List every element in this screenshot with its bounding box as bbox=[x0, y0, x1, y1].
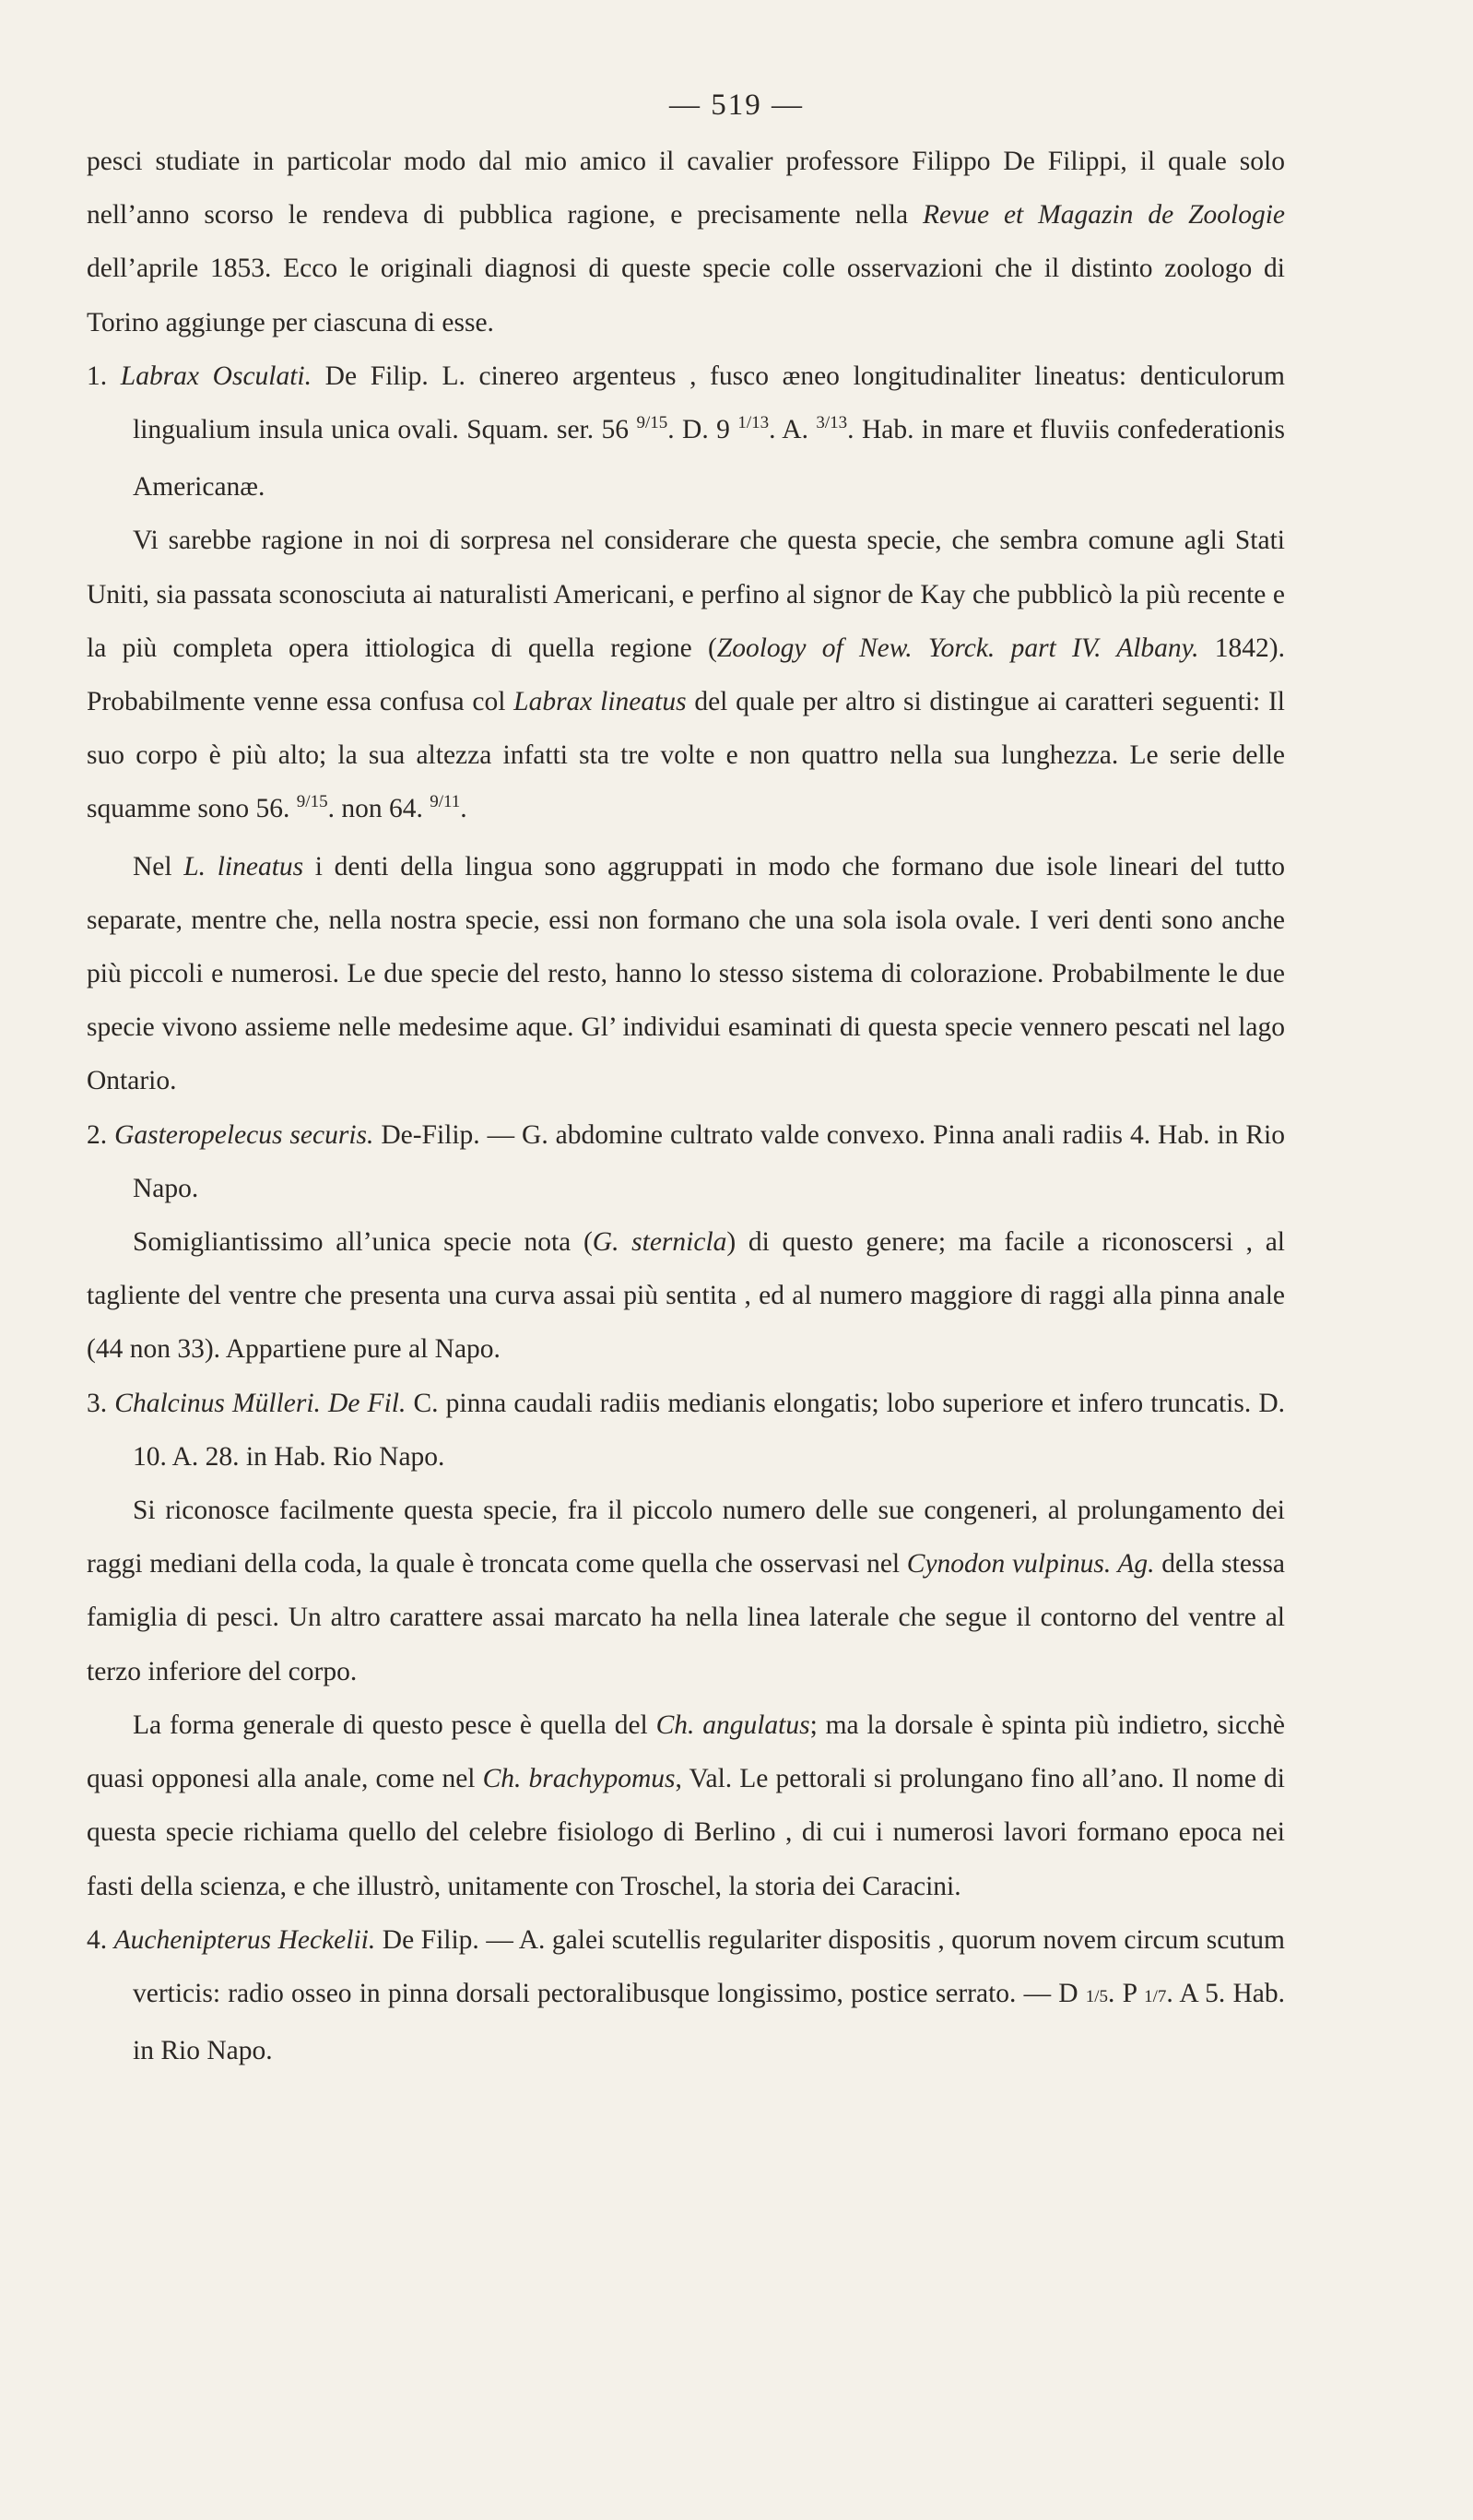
text-run: . Hab. in mare et fluviis confederationis Americanæ. bbox=[133, 415, 1286, 503]
chalcinus-discussion-2 bbox=[87, 1698, 1285, 1913]
page-number: — 519 — bbox=[669, 89, 804, 122]
text-run: ; ma la dorsale è spinta più indietro, sicchè quasi opponesi alla anale, come nel bbox=[87, 1710, 1285, 1794]
italic-text: Ch. brachypomus bbox=[482, 1764, 676, 1794]
species-entry-3 bbox=[87, 1377, 1285, 1484]
text-run: 2. bbox=[87, 1119, 115, 1150]
fraction-text: 3/13 bbox=[816, 413, 848, 433]
fraction-text: 9/15 bbox=[296, 792, 328, 812]
fraction-text: 1/13 bbox=[737, 413, 770, 433]
italic-text: Chalcinus Mülleri. De Fil. bbox=[114, 1388, 407, 1418]
text-run: . bbox=[460, 794, 467, 824]
text-run: della stessa famiglia di pesci. Un altro carattere assai marcato ha nella linea laterale che segue il contorno del ventre al terzo inferiore del corpo. bbox=[87, 1549, 1285, 1686]
chalcinus-discussion-1 bbox=[87, 1484, 1285, 1698]
text-run: De-Filip. — G. abdomine cultrato valde convexo. Pinna anali radiis 4. Hab. in Rio Napo. bbox=[133, 1119, 1285, 1203]
italic-text: Auchenipterus Heckelii. bbox=[113, 1924, 376, 1955]
text-run: 4. bbox=[87, 1924, 114, 1955]
fraction-text: 1/7 bbox=[1144, 1986, 1167, 2006]
text-run: . A. bbox=[769, 415, 817, 445]
italic-text: G. sternicla bbox=[592, 1227, 727, 1258]
text-run: De Filip. L. cinereo argenteus , fusco æneo longitudinaliter lineatus: denticulorum lingualium insula unica ovali. Squam. ser. 56 bbox=[133, 361, 1285, 445]
gasteropelecus-discussion bbox=[87, 1215, 1285, 1377]
fraction-text: 9/15 bbox=[636, 413, 668, 433]
text-run: Nel bbox=[133, 851, 184, 881]
text-run: De Filip. — A. galei scutellis regulariter dispositis , quorum novem circum scutum verticis: radio osseo in pinna dorsali pectoralibusque longissimo, postice serrato. — D bbox=[133, 1924, 1286, 2008]
text-run: . non 64. bbox=[327, 794, 430, 824]
text-run: del quale per altro si distingue ai caratteri seguenti: Il suo corpo è più alto; la sua altezza infatti sta tre volte e non quattro nella sua lunghezza. Le serie delle squamme sono 56. bbox=[87, 687, 1285, 824]
intro-paragraph bbox=[87, 135, 1285, 349]
text-run: Si riconosce facilmente questa specie, fra il piccolo numero delle sue congeneri, al prolungamento dei raggi mediani della coda, la quale è troncata come quella che osservasi nel bbox=[87, 1496, 1285, 1579]
text-run: 1842). Probabilmente venne essa confusa col bbox=[87, 633, 1285, 717]
italic-text: L. lineatus bbox=[183, 851, 304, 881]
text-run: 3. bbox=[87, 1388, 115, 1418]
italic-text: Revue et Magazin de Zoologie bbox=[923, 200, 1285, 231]
species-entry-4 bbox=[87, 1913, 1285, 2078]
italic-text: Cynodon vulpinus. Ag. bbox=[906, 1549, 1155, 1579]
text-run: ) di questo genere; ma facile a riconoscersi , al tagliente del ventre che presenta una curva assai più sentita , ed al numero maggiore di raggi alla pinna anale (44 non 33). Appartiene pure al Napo. bbox=[87, 1227, 1285, 1365]
italic-text: Ch. angulatus bbox=[655, 1710, 810, 1740]
body-text bbox=[87, 135, 1285, 2077]
italic-text: Zoology of New. Yorck. part IV. Albany. bbox=[716, 633, 1199, 663]
italic-text: Gasteropelecus securis. bbox=[114, 1119, 374, 1150]
fraction-text: 9/11 bbox=[430, 792, 461, 812]
text-run: C. pinna caudali radiis medianis elongatis; lobo superiore et infero truncatis. D. 10. A. 28. in Hab. Rio Napo. bbox=[133, 1388, 1286, 1472]
text-run: Vi sarebbe ragione in noi di sorpresa nel considerare che questa specie, che sembra comune agli Stati Uniti, sia passata sconosciuta ai naturalisti Americani, e perfino al signor de Kay che pubblicò la più recente e la più completa opera ittiologica di quella regione ( bbox=[87, 526, 1285, 663]
species-entry-2 bbox=[87, 1108, 1285, 1215]
italic-text: Labrax lineatus bbox=[513, 687, 687, 717]
text-run: La forma generale di questo pesce è quella del bbox=[133, 1710, 656, 1740]
italic-text: Labrax Osculati. bbox=[120, 361, 312, 391]
text-run: . P bbox=[1108, 1978, 1145, 2008]
labrax-lineatus-comparison bbox=[87, 840, 1285, 1108]
text-run: pesci studiate in particolar modo dal mio amico il cavalier professore Filippo De Filippi, il quale solo nell’anno scorso le rendeva di pubblica ragione, e precisamente nella bbox=[87, 147, 1285, 231]
text-run: , Val. Le pettorali si prolungano fino all’ano. Il nome di questa specie richiama quello del celebre fisiologo di Berlino , di cui i numerosi lavori formano epoca nei fasti della scienza, e che illustrò, unitamente con Troschel, la storia dei Caracini. bbox=[87, 1764, 1285, 1901]
text-run: . A 5. Hab. in Rio Napo. bbox=[133, 1978, 1286, 2066]
fraction-text: 1/5 bbox=[1085, 1986, 1109, 2006]
labrax-discussion bbox=[87, 514, 1285, 839]
text-run: dell’aprile 1853. Ecco le originali diagnosi di queste specie colle osservazioni che il distinto zoologo di Torino aggiunge per ciascuna di esse. bbox=[87, 254, 1285, 337]
text-run: 1. bbox=[87, 361, 121, 391]
text-run: Somigliantissimo all’unica specie nota ( bbox=[133, 1227, 593, 1258]
species-entry-1 bbox=[87, 349, 1285, 515]
text-run: . D. 9 bbox=[667, 415, 738, 445]
text-run: i denti della lingua sono aggruppati in modo che formano due isole lineari del tutto separate, mentre che, nella nostra specie, essi non formano che una sola isola ovale. I veri denti sono anche più piccoli e numerosi. Le due specie del resto, hanno lo stesso sistema di colorazione. Probabilmente le due specie vivono assieme nelle medesime aque. Gl’ individui esaminati di questa specie vennero pescati nel lago Ontario. bbox=[87, 851, 1285, 1096]
